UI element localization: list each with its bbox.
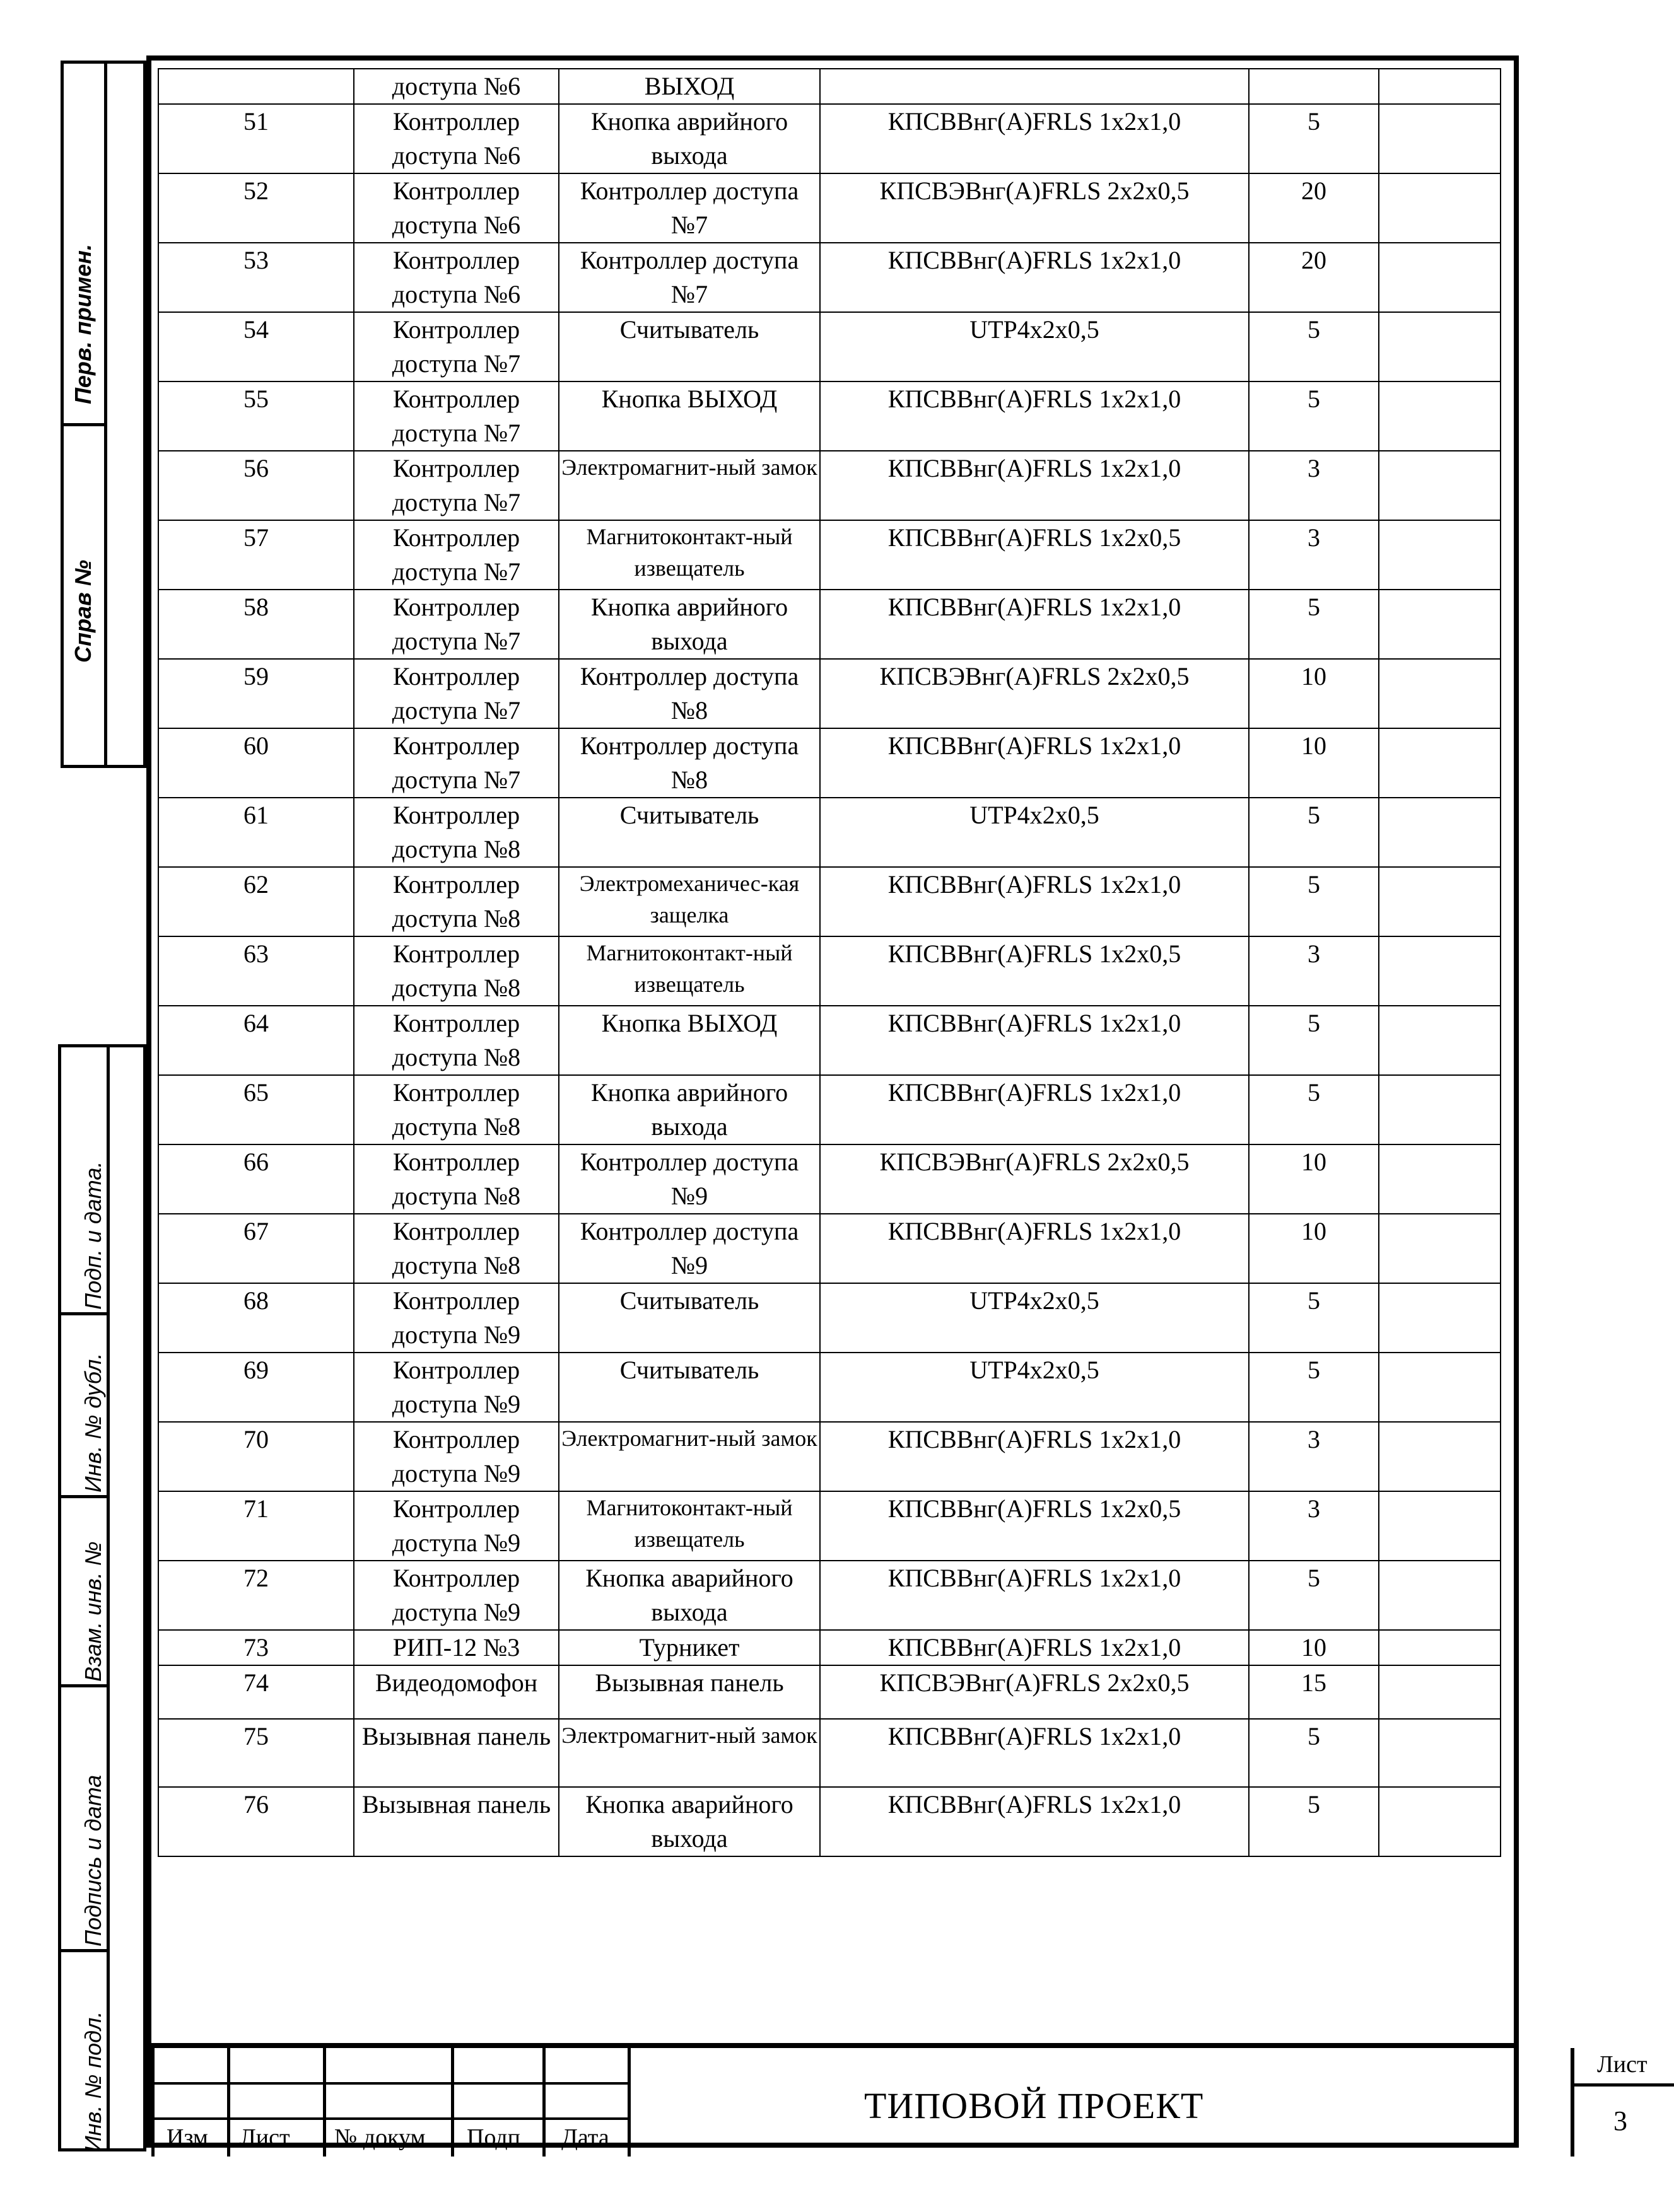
- sheet-label: Лист: [1597, 2051, 1648, 2078]
- row-to: Кнопка аврийного выхода: [559, 104, 820, 173]
- row-note: [1379, 1422, 1501, 1491]
- table-row: [158, 1422, 1501, 1491]
- row-from: Контроллер доступа №7: [354, 381, 559, 451]
- row-cable: КПСВВнг(А)FRLS 1х2х1,0: [820, 1075, 1249, 1144]
- row-length: 10: [1249, 1214, 1379, 1283]
- row-note: [1379, 1561, 1501, 1630]
- row-from: доступа №6: [354, 69, 559, 104]
- row-from: Контроллер доступа №8: [354, 1075, 559, 1144]
- row-length: 20: [1249, 243, 1379, 312]
- row-cable: КПСВВнг(А)FRLS 1х2х1,0: [820, 1630, 1249, 1665]
- row-to: Электромагнит-ный замок: [559, 1719, 820, 1787]
- row-cable: КПСВВнг(А)FRLS 1х2х1,0: [820, 1006, 1249, 1075]
- row-note: [1379, 1214, 1501, 1283]
- row-to: Контроллер доступа №9: [559, 1144, 820, 1214]
- row-length: 5: [1249, 1719, 1379, 1787]
- row-number: 59: [158, 659, 354, 728]
- table-row: [158, 659, 1501, 728]
- row-from: Контроллер доступа №6: [354, 243, 559, 312]
- row-to: Вызывная панель: [559, 1665, 820, 1719]
- row-length: 3: [1249, 520, 1379, 590]
- row-length: 20: [1249, 173, 1379, 243]
- row-to: Считыватель: [559, 1353, 820, 1422]
- row-note: [1379, 728, 1501, 798]
- row-to: Считыватель: [559, 1283, 820, 1353]
- row-note: [1379, 1719, 1501, 1787]
- sheet-number: 3: [1613, 2105, 1627, 2136]
- row-length: 15: [1249, 1665, 1379, 1719]
- row-number: 65: [158, 1075, 354, 1144]
- table-row: [158, 1006, 1501, 1075]
- row-cable: [820, 69, 1249, 104]
- row-number: 56: [158, 451, 354, 520]
- row-length: 5: [1249, 867, 1379, 936]
- row-number: 71: [158, 1491, 354, 1561]
- row-length: 5: [1249, 1006, 1379, 1075]
- row-from: Контроллер доступа №6: [354, 173, 559, 243]
- side-label-sprav-no: Справ №: [70, 559, 96, 663]
- row-cable: КПСВВнг(А)FRLS 1х2х1,0: [820, 104, 1249, 173]
- table-row: [158, 1665, 1501, 1719]
- row-number: 53: [158, 243, 354, 312]
- row-number: 64: [158, 1006, 354, 1075]
- table-row: [158, 381, 1501, 451]
- table-row: [158, 590, 1501, 659]
- row-to: ВЫХОД: [559, 69, 820, 104]
- row-length: 5: [1249, 590, 1379, 659]
- table-row: [158, 1214, 1501, 1283]
- row-cable: КПСВЭВнг(А)FRLS 2х2х0,5: [820, 1144, 1249, 1214]
- table-row: [158, 1719, 1501, 1787]
- row-from: Контроллер доступа №7: [354, 312, 559, 381]
- row-from: Контроллер доступа №8: [354, 1006, 559, 1075]
- row-from: Контроллер доступа №6: [354, 104, 559, 173]
- row-note: [1379, 1075, 1501, 1144]
- row-to: Контроллер доступа №7: [559, 173, 820, 243]
- side-label-podpis-data: Подпись и дата: [80, 1774, 106, 1947]
- row-cable: КПСВЭВнг(А)FRLS 2х2х0,5: [820, 173, 1249, 243]
- side-label-podp-data: Подп. и дата.: [80, 1161, 106, 1310]
- row-to: Кнопка аварийного выхода: [559, 1787, 820, 1856]
- title-block: [151, 2043, 1648, 2157]
- row-to: Контроллер доступа №8: [559, 728, 820, 798]
- row-number: 67: [158, 1214, 354, 1283]
- row-length: 5: [1249, 798, 1379, 867]
- row-number: [158, 69, 354, 104]
- row-note: [1379, 1144, 1501, 1214]
- table-row: [158, 867, 1501, 936]
- row-cable: UTP4х2х0,5: [820, 312, 1249, 381]
- row-number: 72: [158, 1561, 354, 1630]
- row-cable: КПСВВнг(А)FRLS 1х2х1,0: [820, 590, 1249, 659]
- title-block-list: Лист: [240, 2124, 290, 2151]
- row-note: [1379, 590, 1501, 659]
- table-row: [158, 1787, 1501, 1856]
- table-row: [158, 1491, 1501, 1561]
- row-cable: КПСВВнг(А)FRLS 1х2х1,0: [820, 381, 1249, 451]
- row-number: 63: [158, 936, 354, 1006]
- row-number: 57: [158, 520, 354, 590]
- row-to: Магнитоконтакт-ный извещатель: [559, 936, 820, 1006]
- row-from: Контроллер доступа №9: [354, 1353, 559, 1422]
- row-to: Магнитоконтакт-ный извещатель: [559, 1491, 820, 1561]
- row-cable: КПСВВнг(А)FRLS 1х2х1,0: [820, 451, 1249, 520]
- row-note: [1379, 381, 1501, 451]
- row-note: [1379, 867, 1501, 936]
- row-note: [1379, 1491, 1501, 1561]
- title-block-data: Дата: [561, 2124, 609, 2151]
- table-row: [158, 312, 1501, 381]
- row-cable: КПСВВнг(А)FRLS 1х2х1,0: [820, 1561, 1249, 1630]
- row-number: 69: [158, 1353, 354, 1422]
- row-length: 10: [1249, 728, 1379, 798]
- row-length: 10: [1249, 1630, 1379, 1665]
- row-to: Кнопка аврийного выхода: [559, 590, 820, 659]
- title-block-no-dokum: № докум: [334, 2124, 426, 2151]
- row-from: Контроллер доступа №8: [354, 798, 559, 867]
- row-to: Контроллер доступа №7: [559, 243, 820, 312]
- row-number: 60: [158, 728, 354, 798]
- row-cable: КПСВВнг(А)FRLS 1х2х1,0: [820, 1214, 1249, 1283]
- row-from: Контроллер доступа №7: [354, 659, 559, 728]
- row-from: Контроллер доступа №9: [354, 1422, 559, 1491]
- table-row: [158, 69, 1501, 104]
- row-from: Контроллер доступа №7: [354, 590, 559, 659]
- row-from: Контроллер доступа №8: [354, 1214, 559, 1283]
- row-length: 3: [1249, 1491, 1379, 1561]
- table-row: [158, 1075, 1501, 1144]
- row-note: [1379, 936, 1501, 1006]
- row-length: 5: [1249, 1283, 1379, 1353]
- row-number: 75: [158, 1719, 354, 1787]
- row-number: 62: [158, 867, 354, 936]
- row-note: [1379, 659, 1501, 728]
- sheet-box: [1571, 2048, 1674, 2157]
- row-note: [1379, 69, 1501, 104]
- row-number: 54: [158, 312, 354, 381]
- table-row: [158, 1353, 1501, 1422]
- row-cable: КПСВЭВнг(А)FRLS 2х2х0,5: [820, 1665, 1249, 1719]
- row-cable: КПСВВнг(А)FRLS 1х2х0,5: [820, 936, 1249, 1006]
- row-note: [1379, 520, 1501, 590]
- row-from: Видеодомофон: [354, 1665, 559, 1719]
- row-note: [1379, 451, 1501, 520]
- row-note: [1379, 1630, 1501, 1665]
- row-to: Магнитоконтакт-ный извещатель: [559, 520, 820, 590]
- row-from: Вызывная панель: [354, 1787, 559, 1856]
- row-to: Кнопка ВЫХОД: [559, 1006, 820, 1075]
- row-from: Контроллер доступа №8: [354, 936, 559, 1006]
- side-label-vzam-inv: Взам. инв. №: [80, 1541, 106, 1682]
- row-cable: UTP4х2х0,5: [820, 798, 1249, 867]
- row-length: 10: [1249, 1144, 1379, 1214]
- row-number: 51: [158, 104, 354, 173]
- row-length: 5: [1249, 312, 1379, 381]
- side-stamp-lower: [58, 1044, 146, 2151]
- row-from: Контроллер доступа №8: [354, 867, 559, 936]
- row-note: [1379, 1006, 1501, 1075]
- row-cable: UTP4х2х0,5: [820, 1353, 1249, 1422]
- table-row: [158, 104, 1501, 173]
- row-to: Контроллер доступа №8: [559, 659, 820, 728]
- row-to: Считыватель: [559, 798, 820, 867]
- table-row: [158, 1630, 1501, 1665]
- row-length: 10: [1249, 659, 1379, 728]
- row-length: 3: [1249, 936, 1379, 1006]
- row-number: 58: [158, 590, 354, 659]
- row-note: [1379, 798, 1501, 867]
- row-cable: КПСВВнг(А)FRLS 1х2х0,5: [820, 520, 1249, 590]
- row-length: 5: [1249, 1787, 1379, 1856]
- row-number: 61: [158, 798, 354, 867]
- row-number: 73: [158, 1630, 354, 1665]
- row-length: 5: [1249, 1561, 1379, 1630]
- table-row: [158, 1144, 1501, 1214]
- row-note: [1379, 1283, 1501, 1353]
- table-row: [158, 243, 1501, 312]
- side-stamp-upper: [61, 61, 146, 768]
- side-label-inv-podl: Инв. № подл.: [80, 2011, 106, 2152]
- row-length: 3: [1249, 451, 1379, 520]
- row-to: Турникет: [559, 1630, 820, 1665]
- row-cable: КПСВВнг(А)FRLS 1х2х1,0: [820, 1422, 1249, 1491]
- table-row: [158, 728, 1501, 798]
- row-cable: КПСВЭВнг(А)FRLS 2х2х0,5: [820, 659, 1249, 728]
- row-number: 66: [158, 1144, 354, 1214]
- row-length: 5: [1249, 1353, 1379, 1422]
- row-to: Контроллер доступа №9: [559, 1214, 820, 1283]
- table-row: [158, 936, 1501, 1006]
- row-from: Контроллер доступа №8: [354, 1144, 559, 1214]
- table-row: [158, 1561, 1501, 1630]
- row-to: Электромагнит-ный замок: [559, 1422, 820, 1491]
- row-cable: КПСВВнг(А)FRLS 1х2х1,0: [820, 243, 1249, 312]
- row-length: 5: [1249, 1075, 1379, 1144]
- row-number: 55: [158, 381, 354, 451]
- row-from: РИП-12 №3: [354, 1630, 559, 1665]
- row-length: 3: [1249, 1422, 1379, 1491]
- row-from: Контроллер доступа №9: [354, 1283, 559, 1353]
- row-cable: КПСВВнг(А)FRLS 1х2х0,5: [820, 1491, 1249, 1561]
- row-from: Контроллер доступа №9: [354, 1561, 559, 1630]
- row-cable: КПСВВнг(А)FRLS 1х2х1,0: [820, 1719, 1249, 1787]
- row-number: 74: [158, 1665, 354, 1719]
- side-label-perv-primen: Перв. примен.: [70, 243, 96, 404]
- row-note: [1379, 173, 1501, 243]
- row-cable: КПСВВнг(А)FRLS 1х2х1,0: [820, 867, 1249, 936]
- row-number: 76: [158, 1787, 354, 1856]
- row-to: Электромеханичес-кая защелка: [559, 867, 820, 936]
- title-block-izm: Изм: [167, 2124, 208, 2151]
- row-cable: UTP4х2х0,5: [820, 1283, 1249, 1353]
- row-note: [1379, 1787, 1501, 1856]
- document-title: ТИПОВОЙ ПРОЕКТ: [864, 2085, 1204, 2126]
- row-note: [1379, 1665, 1501, 1719]
- table-row: [158, 173, 1501, 243]
- row-note: [1379, 243, 1501, 312]
- row-to: Кнопка ВЫХОД: [559, 381, 820, 451]
- title-block-podp: Подп: [467, 2124, 521, 2151]
- row-number: 68: [158, 1283, 354, 1353]
- side-label-inv-dubl: Инв. № дубл.: [80, 1353, 106, 1493]
- row-to: Считыватель: [559, 312, 820, 381]
- table-row: [158, 1283, 1501, 1353]
- row-note: [1379, 1353, 1501, 1422]
- row-number: 52: [158, 173, 354, 243]
- table-row: [158, 520, 1501, 590]
- row-note: [1379, 104, 1501, 173]
- table-row: [158, 451, 1501, 520]
- row-to: Кнопка аврийного выхода: [559, 1075, 820, 1144]
- row-note: [1379, 312, 1501, 381]
- row-from: Контроллер доступа №7: [354, 451, 559, 520]
- row-length: 5: [1249, 104, 1379, 173]
- table-row: [158, 798, 1501, 867]
- row-cable: КПСВВнг(А)FRLS 1х2х1,0: [820, 1787, 1249, 1856]
- row-from: Контроллер доступа №7: [354, 520, 559, 590]
- row-cable: КПСВВнг(А)FRLS 1х2х1,0: [820, 728, 1249, 798]
- row-from: Контроллер доступа №9: [354, 1491, 559, 1561]
- row-length: [1249, 69, 1379, 104]
- cable-table: [158, 68, 1501, 1857]
- row-to: Электромагнит-ный замок: [559, 451, 820, 520]
- row-number: 70: [158, 1422, 354, 1491]
- row-from: Вызывная панель: [354, 1719, 559, 1787]
- row-from: Контроллер доступа №7: [354, 728, 559, 798]
- row-length: 5: [1249, 381, 1379, 451]
- row-to: Кнопка аварийного выхода: [559, 1561, 820, 1630]
